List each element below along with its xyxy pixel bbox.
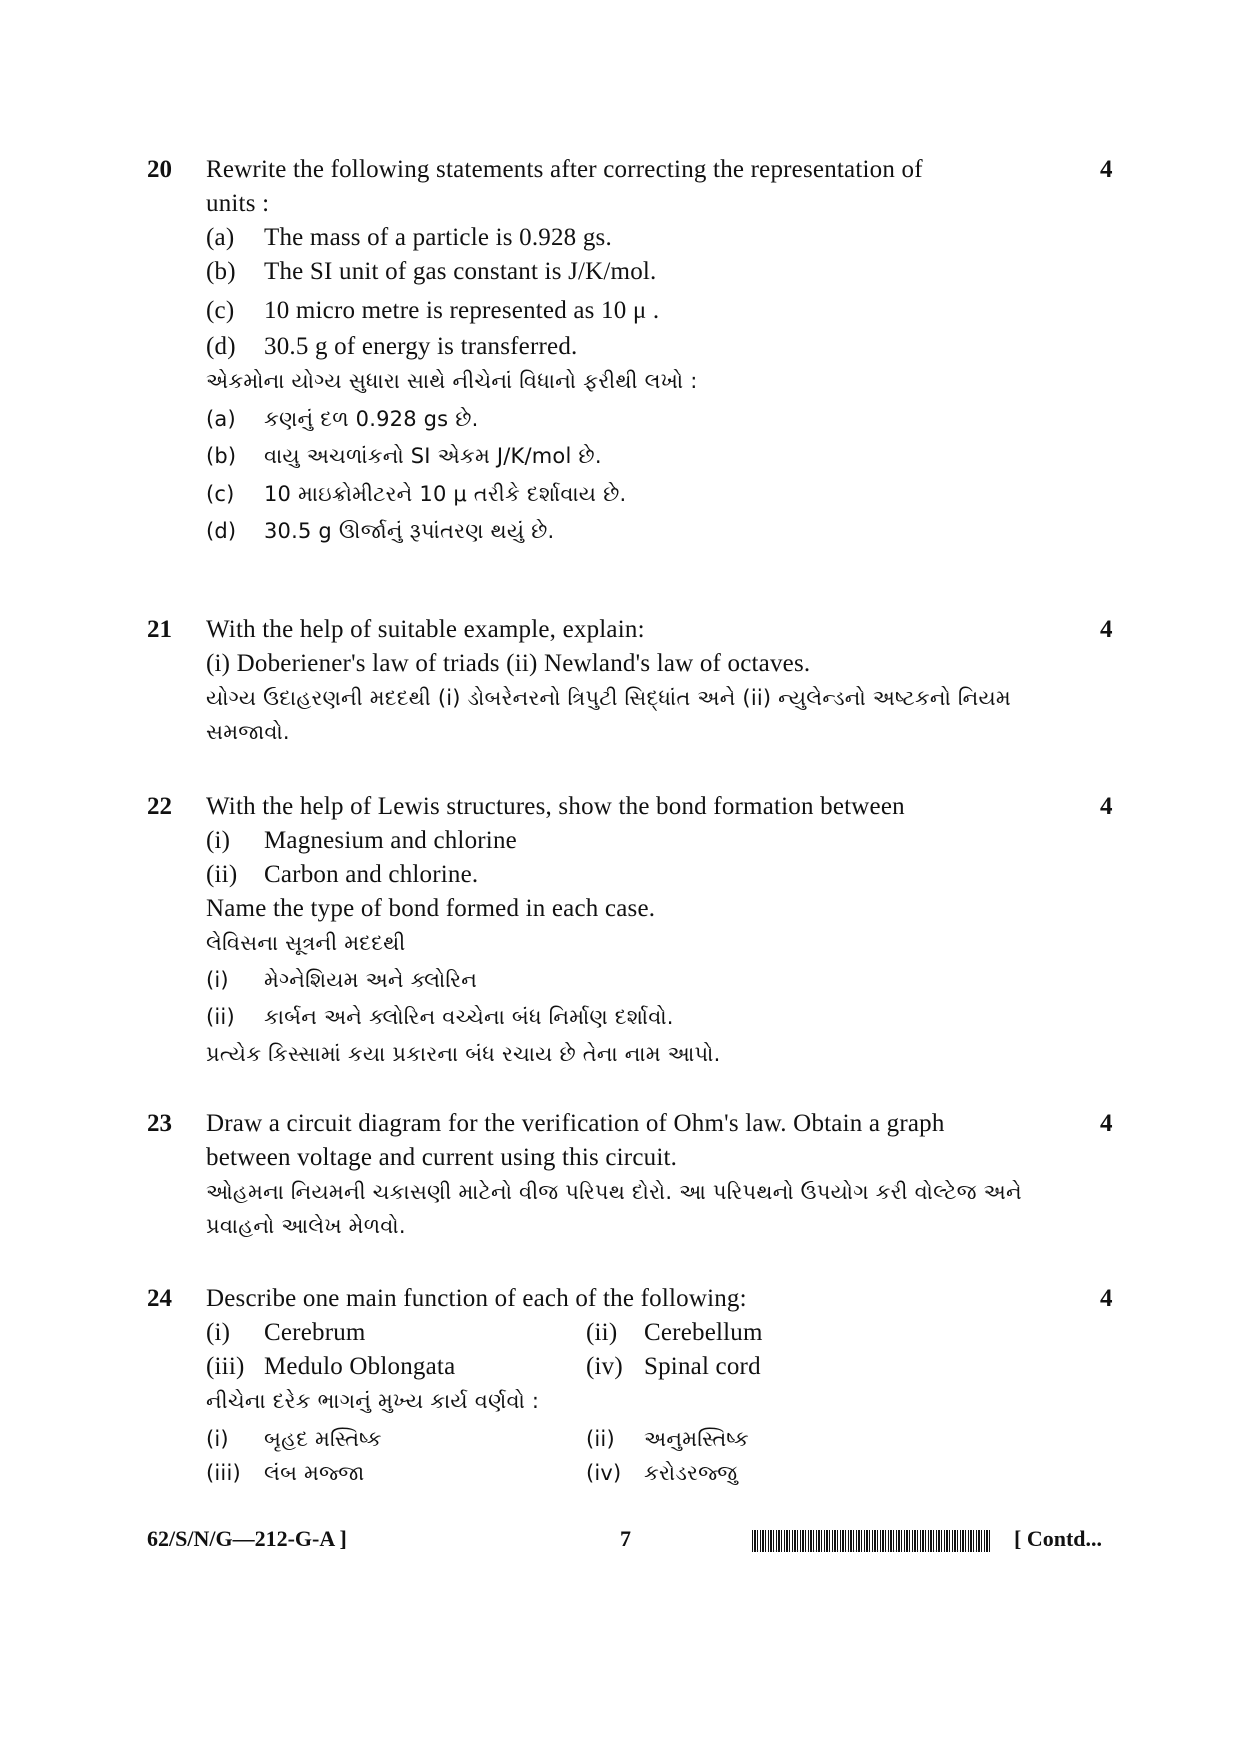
- list-item: [206, 255, 1076, 289]
- list-item: [206, 1422, 382, 1456]
- list-item: [586, 1422, 749, 1456]
- question-text-gujarati: લેવિસના સૂત્રની મદદથી: [206, 931, 406, 955]
- item-text: 30.5 g of energy is transferred.: [264, 333, 578, 360]
- item-label: (ii): [206, 861, 238, 888]
- list-item: [206, 1456, 364, 1490]
- list-item: [206, 294, 1076, 328]
- question-text-gujarati: ઓહમના નિયમની ચકાસણી માટેનો વીજ પરિપથ દોરો. આ પરિપથનો ઉપયોગ કરી વોલ્ટેજ અને: [206, 1180, 1022, 1204]
- list-item: [206, 858, 1076, 892]
- list-row: [206, 1350, 1076, 1384]
- item-text: કાર્બન અને ક્લોરિન વચ્ચેના બંધ નિર્માણ દર્શાવો.: [264, 1005, 674, 1029]
- page-footer: [0, 1520, 1240, 1560]
- item-text: મેગ્નેશિયમ અને ક્લોરિન: [264, 968, 478, 992]
- item-label: (iii): [206, 1461, 241, 1485]
- item-text: કરોડરજ્જુ: [644, 1461, 738, 1485]
- question-marks: 4: [1100, 1110, 1113, 1137]
- item-text: વાયુ અચળાંકનો SI એકમ J/K/mol છે.: [264, 444, 602, 468]
- list-item: [586, 1350, 761, 1384]
- question-text: (i) Doberiener's law of triads (ii) Newland's law of octaves.: [206, 650, 811, 677]
- continued-label: [ Contd...: [1014, 1526, 1103, 1551]
- list-item: [206, 1316, 366, 1350]
- item-label: (b): [206, 258, 236, 285]
- question-text-gujarati: યોગ્ય ઉદાહરણની મદદથી (i) ડોબરેનરનો ત્રિપુટી સિદ્ધાંત અને (ii) ન્યુલેન્ડનો અષ્ટકનો નિયમ: [206, 686, 1011, 710]
- item-label: (a): [206, 224, 235, 251]
- item-text: Spinal cord: [644, 1353, 761, 1380]
- item-text: 10 માઇક્રોમીટરને 10 μ તરીકે દર્શાવાય છે.: [264, 482, 627, 506]
- item-text: Cerebellum: [644, 1319, 763, 1346]
- page-number: 7: [620, 1526, 631, 1551]
- list-item: [586, 1316, 763, 1350]
- item-text: કણનું દળ 0.928 gs છે.: [264, 407, 479, 431]
- question-marks: 4: [1100, 616, 1113, 643]
- item-label: (b): [206, 444, 237, 468]
- item-text: 30.5 g ઊર્જાનું રૂપાંતરણ થયું છે.: [264, 519, 555, 543]
- item-label: (i): [206, 1319, 231, 1346]
- question-text: Describe one main function of each of the following:: [206, 1285, 747, 1312]
- question-body: [206, 153, 1076, 548]
- list-row: [206, 1316, 1076, 1350]
- question-number: 23: [147, 1110, 172, 1137]
- question-marks: 4: [1100, 793, 1113, 820]
- question-text-gujarati: સમજાવો.: [206, 720, 290, 744]
- list-item: [206, 330, 1076, 364]
- item-text: 10 micro metre is represented as 10 μ .: [264, 297, 660, 324]
- list-row: [206, 1456, 1076, 1490]
- barcode-icon: [752, 1530, 992, 1552]
- list-item: [206, 514, 1076, 548]
- list-item: [206, 477, 1076, 511]
- item-text: Medulo Oblongata: [264, 1353, 456, 1380]
- list-item: [206, 824, 1076, 858]
- paper-code: 62/S/N/G—212-G-A ]: [147, 1526, 347, 1551]
- question-body: [206, 790, 1076, 1071]
- question-number: 21: [147, 616, 172, 643]
- list-item: [586, 1456, 737, 1490]
- item-label: (d): [206, 333, 236, 360]
- question-text: With the help of Lewis structures, show the bond formation between: [206, 793, 905, 820]
- question-marks: 4: [1100, 156, 1113, 183]
- item-label: (d): [206, 519, 237, 543]
- question-text-gujarati: પ્રત્યેક કિસ્સામાં કયા પ્રકારના બંધ રચાય છે તેના નામ આપો.: [206, 1042, 721, 1066]
- item-label: (a): [206, 407, 236, 431]
- item-label: (ii): [206, 1005, 235, 1029]
- item-text: લંબ મજ્જા: [264, 1461, 365, 1485]
- question-text: between voltage and current using this circuit.: [206, 1144, 678, 1171]
- item-text: Magnesium and chlorine: [264, 827, 517, 854]
- question-number: 20: [147, 156, 172, 183]
- list-item: [206, 439, 1076, 473]
- item-label: (ii): [586, 1319, 618, 1346]
- question-text: Rewrite the following statements after correcting the representation of: [206, 156, 923, 183]
- item-text: બૃહદ મસ્તિષ્ક: [264, 1427, 382, 1451]
- question-text-gujarati: પ્રવાહનો આલેખ મેળવો.: [206, 1214, 406, 1238]
- item-text: The SI unit of gas constant is J/K/mol.: [264, 258, 657, 285]
- item-text: The mass of a particle is 0.928 gs.: [264, 224, 612, 251]
- question-number: 24: [147, 1285, 172, 1312]
- question-text-gujarati: નીચેના દરેક ભાગનું મુખ્ય કાર્ય વર્ણવો :: [206, 1389, 540, 1413]
- item-label: (c): [206, 482, 235, 506]
- question-body: [206, 613, 1076, 749]
- list-row: [206, 1422, 1076, 1456]
- list-item: [206, 963, 1076, 997]
- item-label: (i): [206, 827, 231, 854]
- question-text-gujarati: એકમોના યોગ્ય સુધારા સાથે નીચેનાં વિધાનો ફરીથી લખો :: [206, 369, 698, 393]
- item-label: (i): [206, 1427, 229, 1451]
- item-text: Carbon and chlorine.: [264, 861, 479, 888]
- list-item: [206, 1350, 455, 1384]
- list-item: [206, 1000, 1076, 1034]
- item-label: (iii): [206, 1353, 245, 1380]
- question-text: Name the type of bond formed in each case.: [206, 895, 656, 922]
- question-text: With the help of suitable example, explain:: [206, 616, 645, 643]
- item-label: (i): [206, 968, 229, 992]
- list-item: [206, 221, 1076, 255]
- item-label: (iv): [586, 1353, 623, 1380]
- question-marks: 4: [1100, 1285, 1113, 1312]
- question-body: [206, 1282, 1076, 1490]
- item-text: Cerebrum: [264, 1319, 366, 1346]
- item-text: અનુમસ્તિષ્ક: [644, 1427, 749, 1451]
- question-number: 22: [147, 793, 172, 820]
- item-label: (c): [206, 297, 235, 324]
- item-label: (iv): [586, 1461, 622, 1485]
- item-label: (ii): [586, 1427, 615, 1451]
- question-text: units :: [206, 190, 270, 217]
- question-body: [206, 1107, 1076, 1243]
- question-text: Draw a circuit diagram for the verification of Ohm's law. Obtain a graph: [206, 1110, 945, 1137]
- list-item: [206, 402, 1076, 436]
